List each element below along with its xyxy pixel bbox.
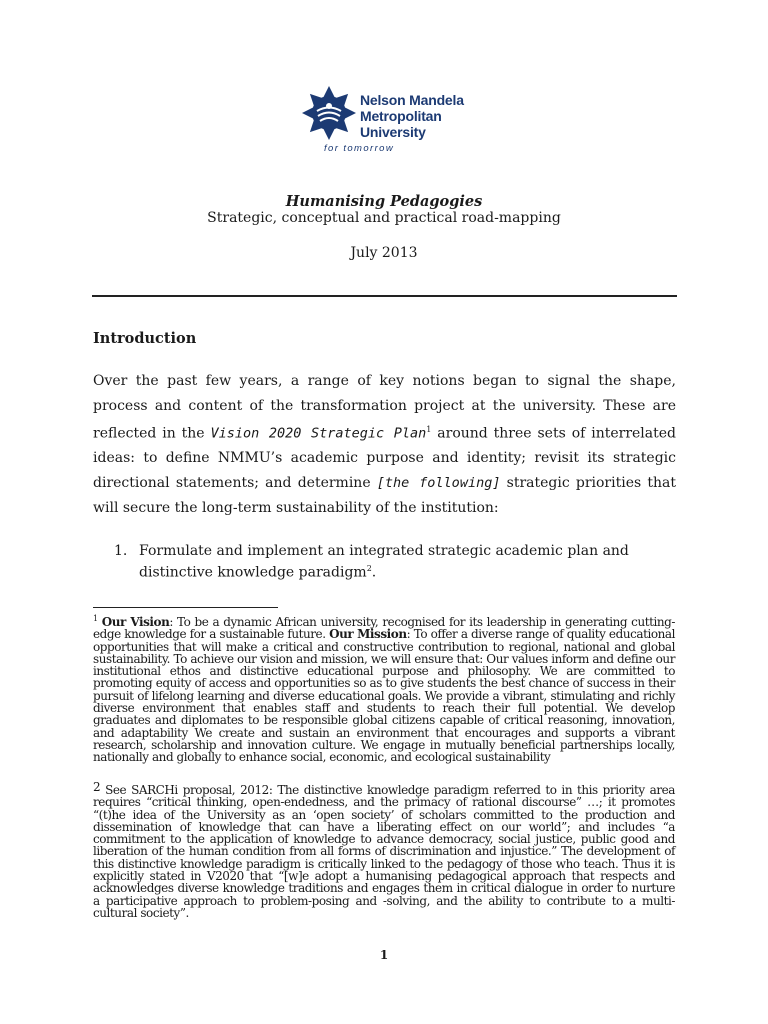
list-item [114, 542, 634, 582]
list-item-end: . [371, 564, 377, 581]
footnote-separator [93, 607, 278, 608]
footnote-2 [93, 781, 675, 919]
intro-text-part1: Over the past few years, a range of key notions began to signal the shape, process and content of the transformation project at the university. These are reflected in the [93, 373, 676, 442]
intro-text-part2: around three sets of interrelated ideas: to define NMMU’s academic purpose and identity; revisit its strategic directional statements; and determine [93, 425, 676, 492]
footnote-2-text: See SARCHi proposal, 2012: The distinctive knowledge paradigm referred to in this priority area requires “critical thinking, open-endedness, and the primacy of rational discourse” …; it promotes “(t)he idea of the University as an ‘open society’ of scholars committed to the production and dissemination of knowledge that can have a liberating effect on our world”; and includes “a commitment to the application of knowledge to advance democracy, social justice, public good and liberation of the human condition from all forms of discrimination and injustice.” The development of this distinctive knowledge paradigm is critically linked to the pedagogy of those who teach. Thus it is explicitly stated in V2020 that “[w]e adopt a humanising pedagogical approach that respects and acknowledges diverse knowledge traditions and engages them in critical dialogue in order to nurture a participative approach to problem-posing and -solving, and the ability to contribute to a multi-cultural society”. [93, 783, 675, 920]
footnote-1 [93, 613, 675, 764]
bracketed-insert: [the following] [376, 475, 501, 492]
list-item-body: Formulate and implement an integrated strategic academic plan and distinctive knowledge paradigm [139, 543, 629, 581]
logo-line-2: Metropolitan [360, 108, 442, 124]
mission-label: Our Mission [329, 627, 407, 642]
vision-text: : To be a dynamic African university, recognised for its leadership in generating cutting-edge knowledge for a sustainable future. [93, 615, 675, 642]
vision-label: Our Vision [101, 615, 170, 629]
vision-plan-title: Vision 2020 Strategic Plan [210, 425, 427, 442]
footnote-ref-1[interactable]: 1 [426, 425, 432, 435]
logo-line-3: University [360, 124, 426, 140]
introduction-paragraph [93, 369, 676, 520]
document-subtitle: Strategic, conceptual and practical road-mapping [207, 210, 561, 226]
section-heading: Introduction [93, 330, 197, 347]
document-date: July 2013 [350, 245, 418, 261]
university-logo [300, 84, 470, 160]
title-divider [92, 295, 677, 297]
mission-text: : To offer a diverse range of quality educational opportunities that will make a critical and constructive contribution to regional, national and global sustainability. To achieve our vision and mission, we will ensure that: Our values inform and define our institutional ethos and distinctive educational purpose and philosophy. We are committed to promoting equity of access and opportunities so as to give students the best chance of success in their pursuit of lifelong learning and diverse educational goals. We provide a vibrant, stimulating and richly diverse environment that enables staff and students to reach their full potential. We develop graduates and diplomates to be responsible global citizens capable of critical reasoning, innovation, and adaptability We create and sustain an environment that encourages and supports a vibrant research, scholarship and innovation culture. We engage in mutually beneficial partnerships locally, nationally and globally to enhance social, economic, and ecological sustainability [93, 627, 675, 765]
logo-wordmark [360, 92, 464, 140]
footnote-1-mark: 1 [93, 614, 98, 623]
flower-emblem-icon [300, 84, 358, 142]
document-title: Humanising Pedagogies [285, 193, 483, 210]
list-item-text [139, 542, 634, 582]
footnote-2-mark: 2 [93, 780, 101, 794]
footnote-ref-2[interactable]: 2 [366, 564, 372, 573]
list-item-number: 1. [114, 543, 128, 559]
logo-tagline: for tomorrow [324, 143, 395, 154]
page-number: 1 [379, 948, 389, 962]
logo-line-1: Nelson Mandela [360, 92, 464, 108]
intro-text-part3: strategic priorities that will secure the long-term sustainability of the institution: [93, 475, 676, 516]
priorities-list [114, 542, 634, 582]
